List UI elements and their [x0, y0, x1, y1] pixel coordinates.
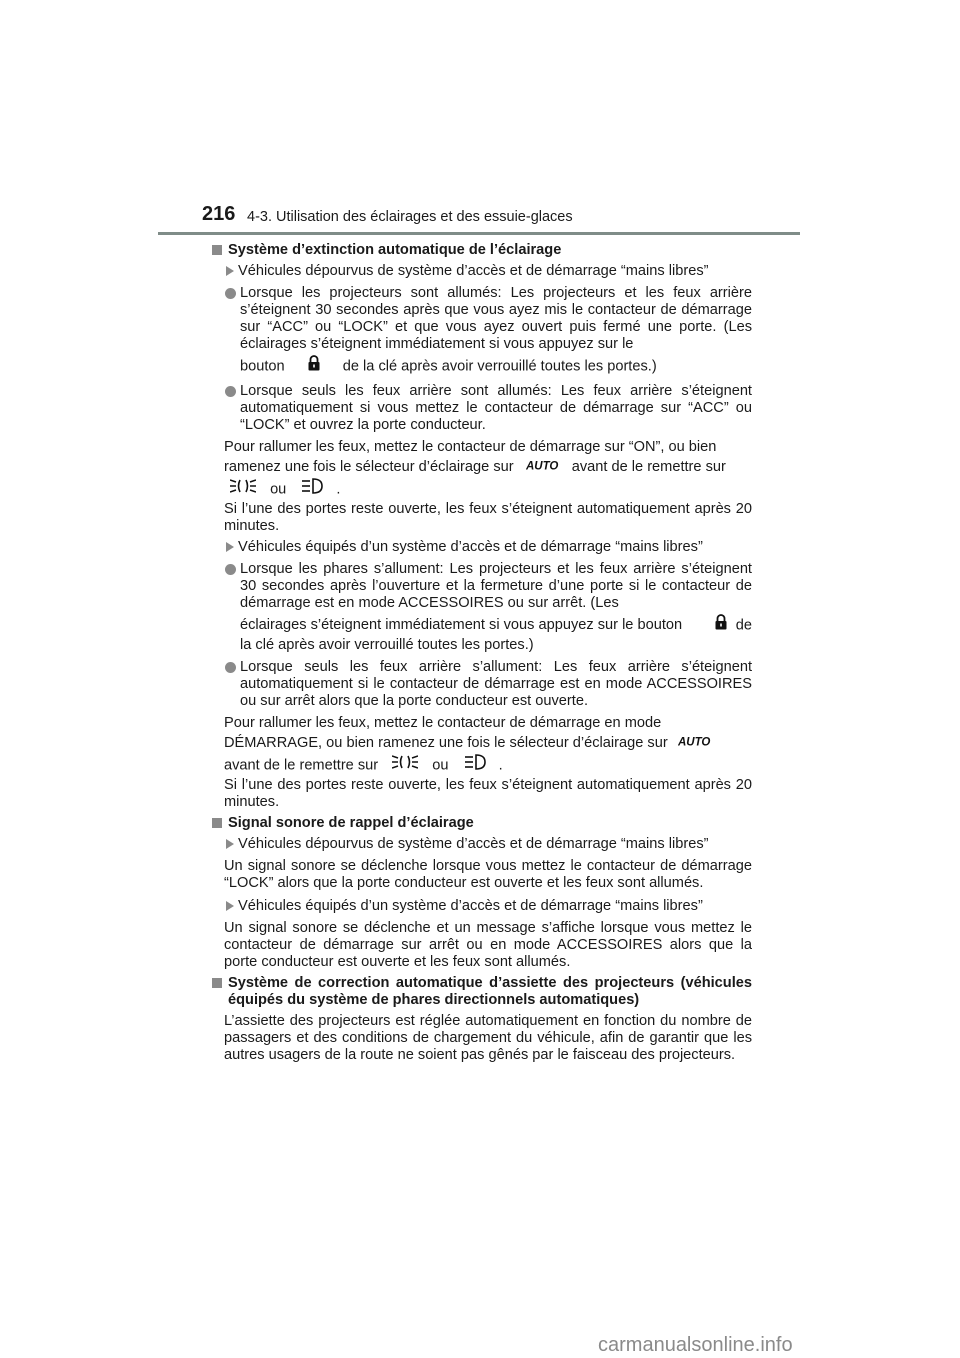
square-bullet-icon — [212, 245, 222, 255]
lock-icon — [714, 614, 728, 637]
triangle-bullet-icon — [226, 266, 234, 276]
heading-leveling-system: Système de correction automatique d’assiette des projecteurs (véhicules équipés du système de phares directionnels automatiques) — [212, 975, 752, 1009]
header-divider — [158, 232, 800, 235]
headlights-icon — [465, 754, 487, 777]
svg-text:AUTO: AUTO — [525, 460, 559, 472]
parking-lights-icon — [392, 754, 418, 777]
triangle-bullet-icon — [226, 839, 234, 849]
auto-icon — [678, 732, 712, 754]
paragraph-relight: Pour rallumer les feux, mettez le contacteur de démarrage sur “ON”, ou bien ramenez une fois le sélecteur d’éclairage sur AUTO avant de le remettre sur ou . Si l’une des portes reste ouverte, les feux s’éteignent automatiquement après 20 minutes. — [224, 439, 752, 535]
subheading-no-smart-key: Véhicules dépourvus de système d’accès et de démarrage “mains libres” — [212, 836, 752, 853]
paragraph-relight-smart: Pour rallumer les feux, mettez le contacteur de démarrage en mode DÉMARRAGE, ou bien ramenez une fois le sélecteur d’éclairage sur AUTO avant de le remettre sur ou . Si l’une des portes reste ouverte, les feux s’éteignent automatiquement après 20 minutes. — [224, 715, 752, 811]
bullet-tail-lights-on: Lorsque seuls les feux arrière sont allumés: Les feux arrière s’éteignent automatiquement si vous mettez le contacteur de démarrage sur “ACC” ou “LOCK” et ouvrez la porte conducteur. — [212, 383, 752, 434]
heading-auto-off: Système d’extinction automatique de l’éclairage — [212, 242, 752, 259]
page-content — [212, 242, 752, 1068]
subheading-smart-key: Véhicules équipés d’un système d’accès et de démarrage “mains libres” — [212, 539, 752, 556]
headlights-icon — [302, 478, 324, 501]
bullet-headlights-on: Lorsque les projecteurs sont allumés: Les projecteurs et les feux arrière s’éteignent 30 secondes après que vous ayez mis le contacteur de démarrage sur “ACC” ou “LOCK” et que vous ayez ouvert puis fermé une porte. (Les éclairages s’éteignent immédiatement si vous appuyez sur le bouton de la clé après avoir verrouillé toutes les portes.) — [212, 285, 752, 378]
svg-text:AUTO: AUTO — [677, 736, 711, 748]
section-title: 4-3. Utilisation des éclairages et des essuie-glaces — [247, 209, 573, 225]
square-bullet-icon — [212, 818, 222, 828]
square-bullet-icon — [212, 978, 222, 988]
circle-bullet-icon — [225, 386, 236, 397]
triangle-bullet-icon — [226, 901, 234, 911]
bullet-headlights-on-smart: Lorsque les phares s’allument: Les projecteurs et les feux arrière s’éteignent 30 secondes après l’ouverture et la fermeture d’une porte si le contacteur de démarrage est en mode ACCESSOIRES ou sur arrêt. (Les éclairages s’éteignent immédiatement si vous appuyez sur le bouton de la clé après avoir verrouillé toutes les portes.) — [212, 561, 752, 654]
paragraph-buzzer-no-smart: Un signal sonore se déclenche lorsque vous mettez le contacteur de démarrage “LOCK” alors que la porte conducteur est ouverte et les feux sont allumés. — [224, 858, 752, 892]
paragraph-leveling: L’assiette des projecteurs est réglée automatiquement en fonction du nombre de passagers et des conditions de chargement du véhicule, afin de garantir que les autres usagers de la route ne soient pas gênés par le faisceau des projecteurs. — [224, 1013, 752, 1064]
circle-bullet-icon — [225, 288, 236, 299]
heading-reminder-buzzer: Signal sonore de rappel d’éclairage — [212, 815, 752, 832]
circle-bullet-icon — [225, 564, 236, 575]
lock-icon — [307, 355, 321, 378]
auto-icon — [526, 456, 560, 478]
triangle-bullet-icon — [226, 542, 234, 552]
bullet-tail-lights-smart: Lorsque seuls les feux arrière s’allument: Les feux arrière s’éteignent automatiquement si le contacteur de démarrage est en mode ACCESSOIRES ou sur arrêt alors que la porte conducteur est ouverte. — [212, 659, 752, 710]
parking-lights-icon — [230, 478, 256, 501]
circle-bullet-icon — [225, 662, 236, 673]
paragraph-buzzer-smart: Un signal sonore se déclenche et un message s’affiche lorsque vous mettez le contacteur de démarrage sur arrêt ou en mode ACCESSOIRES alors que la porte conducteur est ouverte et les feux sont allumés. — [224, 920, 752, 971]
subheading-no-smart-key: Véhicules dépourvus de système d’accès et de démarrage “mains libres” — [212, 263, 752, 280]
subheading-smart-key: Véhicules équipés d’un système d’accès et de démarrage “mains libres” — [212, 898, 752, 915]
page-number: 216 — [202, 203, 236, 225]
watermark: carmanualsonline.info — [598, 1334, 793, 1356]
